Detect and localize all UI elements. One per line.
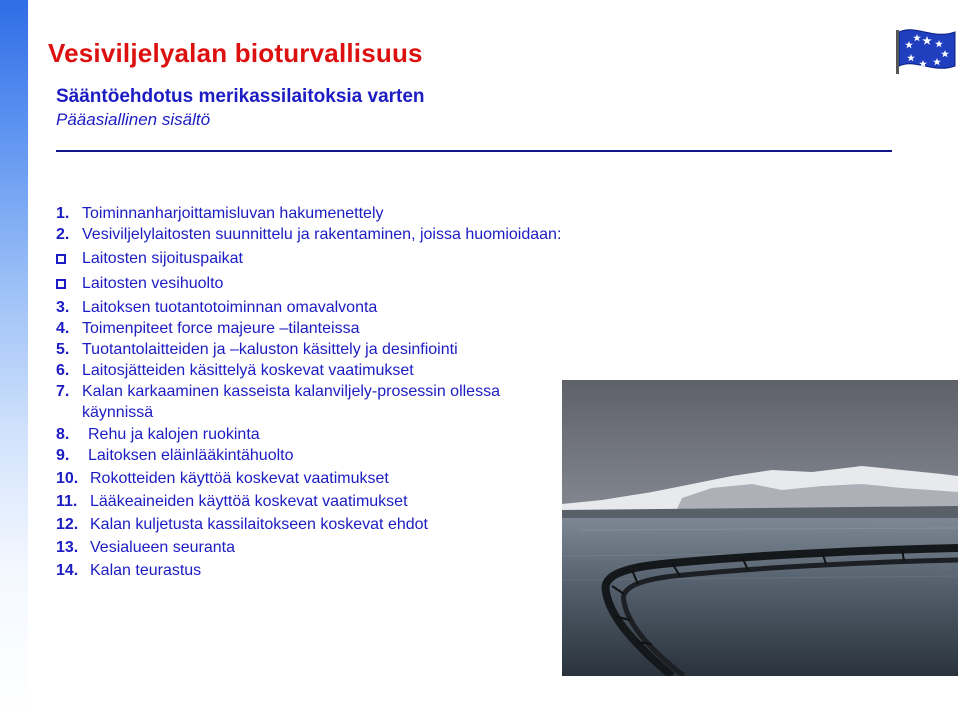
sub-list-item [56, 273, 576, 295]
item-number: 11. [56, 493, 78, 510]
item-text: Toiminnanharjoittamisluvan hakumenettely [82, 205, 384, 222]
square-bullet-icon [56, 279, 66, 289]
item-text: Rokotteiden käyttöä koskevat vaatimukset [90, 470, 389, 487]
item-number: 14. [56, 562, 79, 579]
list-item [56, 424, 576, 445]
item-text: Kalan kuljetusta kassilaitokseen koskevat ehdot [90, 516, 428, 533]
item-number: 1. [56, 205, 70, 222]
sub-list-item [56, 248, 576, 270]
item-number: 7. [56, 383, 70, 400]
item-text: Lääkeaineiden käyttöä koskevat vaatimukset [90, 493, 408, 510]
item-number: 2. [56, 226, 70, 243]
list-item [56, 468, 576, 489]
list-item [56, 537, 576, 558]
item-number: 12. [56, 516, 79, 533]
item-number: 10. [56, 470, 79, 487]
list-item [56, 560, 576, 581]
list-item [56, 381, 576, 423]
list-item [56, 360, 576, 381]
item-text: Laitoksen tuotantotoiminnan omavalvonta [82, 299, 378, 316]
list-item [56, 224, 576, 245]
list-item [56, 339, 576, 360]
eu-flag-logo [893, 26, 959, 76]
square-bullet-icon [56, 254, 66, 264]
item-text: Laitosjätteiden käsittelyä koskevat vaatimukset [82, 362, 414, 379]
item-text: Vesiviljelylaitosten suunnittelu ja rakentaminen, joissa huomioidaan: [82, 226, 562, 243]
item-number: 9. [56, 447, 70, 464]
item-text: Vesialueen seuranta [90, 539, 235, 556]
item-number: 5. [56, 341, 70, 358]
item-number: 6. [56, 362, 70, 379]
item-text: Kalan karkaaminen kasseista kalanviljely-prosessin ollessa käynnissä [82, 383, 500, 421]
item-text: Kalan teurastus [90, 562, 202, 579]
list-item [56, 297, 576, 318]
list-item [56, 203, 576, 224]
header-divider [56, 150, 892, 152]
item-number: 13. [56, 539, 79, 556]
item-text: Laitosten vesihuolto [82, 275, 224, 292]
list-item [56, 514, 576, 535]
fish-farm-photo [562, 380, 958, 676]
left-gradient-bar [0, 0, 28, 716]
item-text: Laitoksen eläinlääkintähuolto [88, 447, 294, 464]
slide-subtitle: Sääntöehdotus merikassilaitoksia varten [56, 86, 425, 107]
content-list [56, 203, 576, 581]
item-text: Toimenpiteet force majeure –tilanteissa [82, 320, 360, 337]
item-text: Laitosten sijoituspaikat [82, 250, 243, 267]
item-number: 3. [56, 299, 70, 316]
item-number: 4. [56, 320, 70, 337]
list-item [56, 445, 576, 466]
item-number: 8. [56, 426, 70, 443]
list-item [56, 318, 576, 339]
slide-subtitle-italic: Pääasiallinen sisältö [56, 110, 211, 129]
item-text: Rehu ja kalojen ruokinta [88, 426, 260, 443]
slide-title: Vesiviljelyalan bioturvallisuus [48, 38, 423, 68]
item-text: Tuotantolaitteiden ja –kaluston käsittely ja desinfiointi [82, 341, 458, 358]
list-item [56, 491, 576, 512]
